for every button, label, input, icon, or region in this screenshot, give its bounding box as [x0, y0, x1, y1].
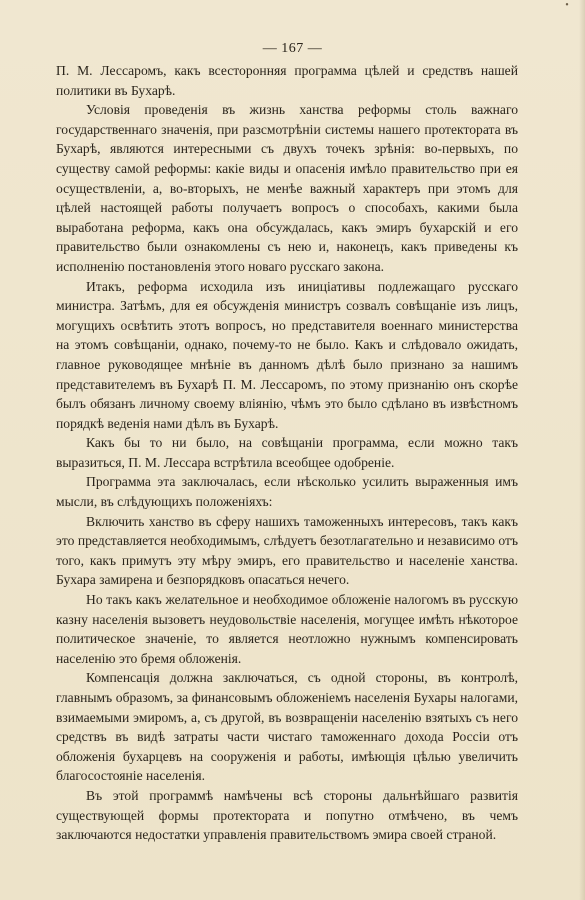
corner-mark: • — [565, 0, 569, 11]
body-text — [56, 61, 518, 845]
paragraph: Въ этой программѣ намѣчены всѣ стороны дальнѣйшаго развитія существующей формы протектората и попутно отмѣчено, въ чемъ заключаются недостатки управленія правительствомъ эмира своей страной. — [56, 787, 518, 843]
paragraph: Условія проведенія въ жизнь ханства реформы столь важнаго государственнаго значенія, при разсмотрѣніи системы нашего протектората въ Бухарѣ, являются интересными съ двухъ точекъ зрѣнія: во-первыхъ, по существу самой реформы: какіе виды и опасенія имѣло правительство при ея осуществленіи, а, во-вторыхъ, не менѣе важный характеръ при этомъ для цѣлей настоящей работы получаетъ вопросъ о способахъ, какими была выработана реформа, какъ она обсуждалась, какъ эмиръ бухарскій и его правительство были ознакомлены съ нею и, наконецъ, какъ приведены къ исполненію постановленія этого новаго русскаго закона. — [56, 102, 518, 274]
paragraph: Программа эта заключалась, если нѣсколько усилить выраженныя имъ мысли, въ слѣдующихъ положеніяхъ: — [56, 474, 518, 510]
paragraph: Но такъ какъ желательное и необходимое обложеніе налогомъ въ русскую казну населенія вызоветъ неудовольствіе населенія, могущее имѣть нѣкоторое политическое значеніе, то является неотложно нужнымъ компенсировать населенію это бремя обложенія. — [56, 592, 518, 666]
paragraph: П. М. Лессаромъ, какъ всесторонняя программа цѣлей и средствъ нашей политики въ Бухарѣ. — [56, 63, 518, 98]
paragraph: Итакъ, реформа исходила изъ иниціативы подлежащаго русскаго министра. Затѣмъ, для ея обсужденія министръ созвалъ совѣщаніе изъ лицъ, могущихъ освѣтить этотъ вопросъ, но представителя военнаго министерства на этомъ совѣщаніи, однако, почему-то не было. Какъ и слѣдовало ожидать, главное руководящее мнѣніе въ данномъ дѣлѣ было признано за нашимъ представителемъ въ Бухарѣ П. М. Лессаромъ, по этому признанію онъ скорѣе былъ обязанъ личному своему вліянію, чѣмъ это было сдѣлано въ извѣстномъ порядкѣ веденія нами дѣлъ въ Бухарѣ. — [56, 278, 518, 431]
page-number: — 167 — — [262, 41, 323, 56]
paragraph: Включить ханство въ сферу нашихъ таможенныхъ интересовъ, такъ какъ это представляется необходимымъ, слѣдуетъ безотлагательно и независимо отъ того, какъ примутъ эту мѣру эмиръ, его правительство и населеніе ханства. Бухара замирена и безпорядковъ опасаться нечего. — [56, 513, 518, 588]
paragraph: Какъ бы то ни было, на совѣщаніи программа, если можно такъ выразиться, П. М. Лессара встрѣтила всеобщее одобреніе. — [56, 435, 518, 470]
paragraph: Компенсація должна заключаться, съ одной стороны, въ контролѣ, главнымъ образомъ, за финансовымъ обложеніемъ населенія Бухары налогами, взимаемыми эмиромъ, а, съ другой, въ возвращеніи населенію взятыхъ съ него средствъ въ видѣ затраты части чистаго таможеннаго дохода Россіи отъ обложенія бухарцевъ на сооруженія и работы, имѣющія цѣлью увеличить благосостояніе населенія. — [56, 670, 518, 784]
page-edge-shadow — [579, 0, 585, 900]
